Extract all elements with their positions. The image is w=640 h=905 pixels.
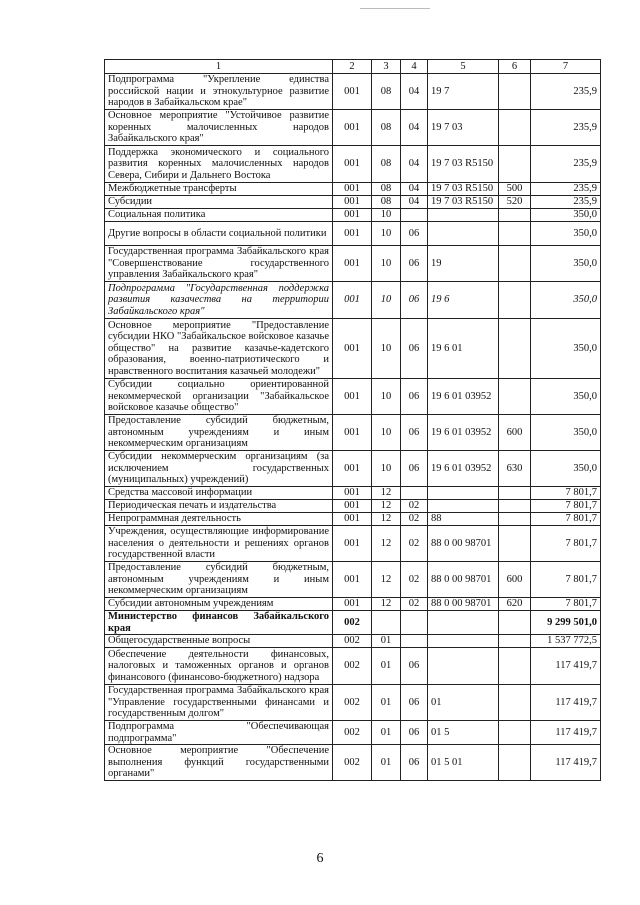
table-row [105,183,601,196]
row-name-cell: Основное мероприятие "Предоставление субсидии НКО "Забайкальское войсковое казачье общество" на развитие казачье-кадетского образования, военно-патриотического и нравственного воспитания казачьей молодежи" [105,319,333,379]
section-code-cell: 08 [372,110,401,146]
section-code-cell: 01 [372,648,401,685]
admin-code-cell: 001 [333,246,372,282]
admin-code-cell: 001 [333,487,372,500]
section-code-cell [372,611,401,635]
subsection-code-cell: 02 [401,526,428,562]
row-name-cell: Предоставление субсидий бюджетным, автономным учреждениям и иным некоммерческим организациям [105,562,333,598]
target-article-cell [428,222,499,246]
subsection-code-cell: 02 [401,562,428,598]
section-code-cell: 01 [372,745,401,781]
section-code-cell: 12 [372,513,401,526]
row-name-cell: Обеспечение деятельности финансовых, налоговых и таможенных органов и органов финансового (финансово-бюджетного) надзора [105,648,333,685]
section-code-cell: 08 [372,183,401,196]
expense-type-cell [499,222,531,246]
admin-code-cell: 002 [333,648,372,685]
subsection-code-cell: 02 [401,513,428,526]
target-article-cell: 19 6 [428,282,499,319]
expense-type-cell [499,721,531,745]
target-article-cell: 88 0 00 98701 [428,562,499,598]
subsection-code-cell: 04 [401,74,428,110]
admin-code-cell: 002 [333,685,372,721]
table-row [105,598,601,611]
section-code-cell: 10 [372,415,401,451]
target-article-cell: 19 [428,246,499,282]
subsection-code-cell: 04 [401,196,428,209]
header-col-3: 3 [372,60,401,74]
admin-code-cell: 001 [333,500,372,513]
target-article-cell: 19 6 01 03952 [428,379,499,415]
table-row [105,526,601,562]
table-row [105,562,601,598]
amount-cell: 7 801,7 [531,598,601,611]
target-article-cell: 01 [428,685,499,721]
section-code-cell: 01 [372,721,401,745]
row-name-cell: Непрограммная деятельность [105,513,333,526]
table-row [105,611,601,635]
subsection-code-cell: 06 [401,415,428,451]
row-name-cell: Учреждения, осуществляющие информирование населения о деятельности и решениях органов государственной власти [105,526,333,562]
amount-cell: 9 299 501,0 [531,611,601,635]
expense-type-cell [499,611,531,635]
table-row [105,451,601,487]
admin-code-cell: 001 [333,562,372,598]
table-body [105,74,601,781]
target-article-cell: 01 5 01 [428,745,499,781]
target-article-cell [428,611,499,635]
table-row [105,196,601,209]
expense-type-cell [499,74,531,110]
amount-cell: 350,0 [531,415,601,451]
expense-type-cell [499,282,531,319]
amount-cell: 117 419,7 [531,745,601,781]
target-article-cell [428,209,499,222]
section-code-cell: 12 [372,598,401,611]
subsection-code-cell: 06 [401,319,428,379]
amount-cell: 7 801,7 [531,513,601,526]
table-row [105,721,601,745]
admin-code-cell: 001 [333,451,372,487]
expense-type-cell [499,146,531,183]
amount-cell: 7 801,7 [531,562,601,598]
amount-cell: 350,0 [531,246,601,282]
expense-type-cell [499,685,531,721]
amount-cell: 117 419,7 [531,685,601,721]
expense-type-cell: 630 [499,451,531,487]
amount-cell: 235,9 [531,196,601,209]
section-code-cell: 08 [372,146,401,183]
section-code-cell: 12 [372,562,401,598]
row-name-cell: Подпрограмма "Обеспечивающая подпрограмма" [105,721,333,745]
admin-code-cell: 001 [333,146,372,183]
table-row [105,487,601,500]
table-row [105,415,601,451]
target-article-cell [428,500,499,513]
subsection-code-cell [401,487,428,500]
section-code-cell: 10 [372,319,401,379]
row-name-cell: Межбюджетные трансферты [105,183,333,196]
amount-cell: 235,9 [531,110,601,146]
amount-cell: 235,9 [531,183,601,196]
target-article-cell: 88 0 00 98701 [428,598,499,611]
page-number: 6 [316,851,324,866]
section-code-cell: 01 [372,635,401,648]
admin-code-cell: 001 [333,74,372,110]
amount-cell: 350,0 [531,379,601,415]
subsection-code-cell [401,209,428,222]
amount-cell: 7 801,7 [531,487,601,500]
amount-cell: 7 801,7 [531,526,601,562]
expense-type-cell [499,209,531,222]
table-row [105,319,601,379]
admin-code-cell: 002 [333,745,372,781]
section-code-cell: 08 [372,74,401,110]
subsection-code-cell: 06 [401,685,428,721]
target-article-cell: 19 7 [428,74,499,110]
table-row [105,246,601,282]
subsection-code-cell: 04 [401,146,428,183]
amount-cell: 235,9 [531,74,601,110]
target-article-cell: 01 5 [428,721,499,745]
budget-table [104,59,601,781]
table-row [105,222,601,246]
header-col-5: 5 [428,60,499,74]
admin-code-cell: 001 [333,110,372,146]
section-code-cell: 12 [372,487,401,500]
expense-type-cell [499,745,531,781]
amount-cell: 117 419,7 [531,648,601,685]
admin-code-cell: 001 [333,196,372,209]
table-row [105,209,601,222]
admin-code-cell: 001 [333,282,372,319]
admin-code-cell: 001 [333,209,372,222]
header-col-7: 7 [531,60,601,74]
expense-type-cell [499,635,531,648]
expense-type-cell [499,500,531,513]
expense-type-cell: 600 [499,415,531,451]
table-row [105,110,601,146]
row-name-cell: Подпрограмма "Государственная поддержка развития казачества на территории Забайкальского края" [105,282,333,319]
target-article-cell: 19 7 03 R5150 [428,183,499,196]
target-article-cell: 19 7 03 [428,110,499,146]
header-col-2: 2 [333,60,372,74]
expense-type-cell [499,513,531,526]
target-article-cell: 19 6 01 03952 [428,415,499,451]
target-article-cell: 19 6 01 03952 [428,451,499,487]
row-name-cell: Субсидии [105,196,333,209]
subsection-code-cell: 06 [401,222,428,246]
section-code-cell: 10 [372,282,401,319]
subsection-code-cell [401,611,428,635]
row-name-cell: Субсидии автономным учреждениям [105,598,333,611]
table-row [105,513,601,526]
expense-type-cell [499,487,531,500]
section-code-cell: 01 [372,685,401,721]
row-name-cell: Поддержка экономического и социального развития коренных малочисленных народов Севера, Сибири и Дальнего Востока [105,146,333,183]
header-col-1: 1 [105,60,333,74]
row-name-cell: Общегосударственные вопросы [105,635,333,648]
table-header-row [105,60,601,74]
subsection-code-cell: 06 [401,451,428,487]
row-name-cell: Министерство финансов Забайкальского края [105,611,333,635]
row-name-cell: Другие вопросы в области социальной политики [105,222,333,246]
subsection-code-cell: 02 [401,598,428,611]
section-code-cell: 10 [372,222,401,246]
subsection-code-cell: 04 [401,110,428,146]
section-code-cell: 10 [372,209,401,222]
expense-type-cell [499,648,531,685]
section-code-cell: 12 [372,500,401,513]
amount-cell: 117 419,7 [531,721,601,745]
target-article-cell: 19 7 03 R5150 [428,196,499,209]
section-code-cell: 10 [372,246,401,282]
admin-code-cell: 001 [333,598,372,611]
row-name-cell: Подпрограмма "Укрепление единства российской нации и этнокультурное развитие народов в Забайкальском крае" [105,74,333,110]
amount-cell: 235,9 [531,146,601,183]
admin-code-cell: 002 [333,721,372,745]
row-name-cell: Субсидии некоммерческим организациям (за исключением государственных (муниципальных) учреждений) [105,451,333,487]
expense-type-cell: 620 [499,598,531,611]
section-code-cell: 10 [372,379,401,415]
amount-cell: 350,0 [531,209,601,222]
row-name-cell: Основное мероприятие "Устойчивое развитие коренных малочисленных народов Забайкальского края" [105,110,333,146]
expense-type-cell [499,379,531,415]
target-article-cell [428,635,499,648]
section-code-cell: 12 [372,526,401,562]
subsection-code-cell: 02 [401,500,428,513]
target-article-cell [428,487,499,500]
section-code-cell: 08 [372,196,401,209]
target-article-cell: 88 [428,513,499,526]
table-row [105,146,601,183]
expense-type-cell: 600 [499,562,531,598]
subsection-code-cell: 06 [401,721,428,745]
table-row [105,745,601,781]
admin-code-cell: 001 [333,415,372,451]
row-name-cell: Средства массовой информации [105,487,333,500]
table-row [105,648,601,685]
amount-cell: 350,0 [531,451,601,487]
subsection-code-cell: 06 [401,379,428,415]
row-name-cell: Основное мероприятие "Обеспечение выполнения функций государственными органами" [105,745,333,781]
header-col-6: 6 [499,60,531,74]
target-article-cell: 88 0 00 98701 [428,526,499,562]
table-row [105,379,601,415]
row-name-cell: Периодическая печать и издательства [105,500,333,513]
amount-cell: 7 801,7 [531,500,601,513]
expense-type-cell [499,526,531,562]
subsection-code-cell: 06 [401,282,428,319]
row-name-cell: Государственная программа Забайкальского края "Совершенствование государственного управления Забайкальского края" [105,246,333,282]
row-name-cell: Социальная политика [105,209,333,222]
table-row [105,635,601,648]
table-row [105,500,601,513]
section-code-cell: 10 [372,451,401,487]
admin-code-cell: 002 [333,635,372,648]
row-name-cell: Предоставление субсидий бюджетным, автономным учреждениям и иным некоммерческим организациям [105,415,333,451]
amount-cell: 1 537 772,5 [531,635,601,648]
admin-code-cell: 001 [333,526,372,562]
table-row [105,282,601,319]
subsection-code-cell: 06 [401,745,428,781]
target-article-cell [428,648,499,685]
subsection-code-cell [401,635,428,648]
amount-cell: 350,0 [531,222,601,246]
expense-type-cell [499,319,531,379]
target-article-cell: 19 6 01 [428,319,499,379]
subsection-code-cell: 06 [401,648,428,685]
page-top-edge-line [360,8,430,9]
table-row [105,685,601,721]
expense-type-cell [499,246,531,282]
row-name-cell: Субсидии социально ориентированной некоммерческой организации "Забайкальское войсковое казачье общество" [105,379,333,415]
expense-type-cell [499,110,531,146]
admin-code-cell: 002 [333,611,372,635]
expense-type-cell: 520 [499,196,531,209]
admin-code-cell: 001 [333,319,372,379]
admin-code-cell: 001 [333,183,372,196]
subsection-code-cell: 04 [401,183,428,196]
expense-type-cell: 500 [499,183,531,196]
admin-code-cell: 001 [333,513,372,526]
amount-cell: 350,0 [531,282,601,319]
subsection-code-cell: 06 [401,246,428,282]
row-name-cell: Государственная программа Забайкальского края "Управление государственными финансами и государственным долгом" [105,685,333,721]
table-row [105,74,601,110]
admin-code-cell: 001 [333,379,372,415]
header-col-4: 4 [401,60,428,74]
admin-code-cell: 001 [333,222,372,246]
target-article-cell: 19 7 03 R5150 [428,146,499,183]
amount-cell: 350,0 [531,319,601,379]
